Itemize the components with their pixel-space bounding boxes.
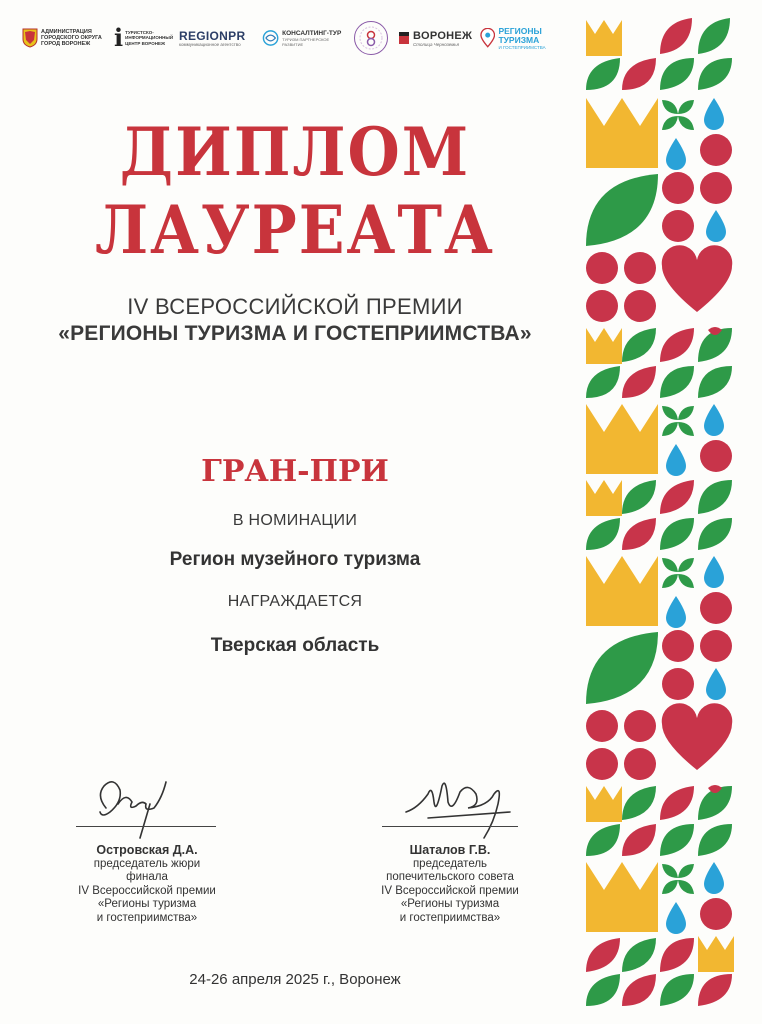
logo-admin-text: АДМИНИСТРАЦИЯ ГОРОДСКОГО ОКРУГА ГОРОД ВОРОНЕЖ xyxy=(41,28,102,48)
logo-regionpr-name: REGIONPR xyxy=(179,28,246,43)
decorative-ornament xyxy=(582,14,738,1008)
premium-line2: «РЕГИОНЫ ТУРИЗМА И ГОСТЕПРИИМСТВА» xyxy=(58,322,532,345)
round-seal-icon xyxy=(353,20,389,56)
logo-voronezh-sub: Столица Черноземья xyxy=(413,41,460,47)
signature-scribble-1 xyxy=(92,768,182,840)
info-i-icon: i xyxy=(114,23,124,52)
signature-block-2 xyxy=(340,844,560,925)
signer-2-role-line: попечительского совета xyxy=(386,871,514,883)
signer-2-role-line: председатель xyxy=(412,857,488,870)
signature-line-2 xyxy=(382,826,518,827)
recipient-name: Тверская область xyxy=(210,635,380,656)
logo-regions-tourism xyxy=(480,16,582,60)
logo-consulting-sub: ТУРИЗМ ПАРТНЕРСКОЕ РАЗВИТИЕ xyxy=(282,36,330,47)
signature-block-1 xyxy=(42,844,252,925)
diploma-title-line2: ЛАУРЕАТА xyxy=(95,192,495,270)
nomination-name: Регион музейного туризма xyxy=(169,549,421,570)
premium-line1: IV ВСЕРОССИЙСКОЙ ПРЕМИИ xyxy=(127,294,463,319)
swirl-icon xyxy=(262,29,279,47)
signature-scribble-2 xyxy=(398,772,518,842)
logo-regionpr xyxy=(179,16,259,60)
grand-prix-title: ГРАН-ПРИ xyxy=(201,454,389,489)
logo-round-seal xyxy=(352,16,390,60)
signer-1-role-line: «Регионы туризма xyxy=(97,898,197,910)
signature-line-1 xyxy=(76,826,216,827)
diploma-title-line1: ДИПЛОМ xyxy=(119,114,471,192)
logo-info-center xyxy=(114,16,174,60)
coat-of-arms-icon xyxy=(22,28,38,48)
signer-2-role-line: «Регионы туризма xyxy=(400,898,500,910)
logo-regionpr-sub: коммуникационное агентство xyxy=(179,41,241,47)
partner-logos xyxy=(22,16,582,60)
signer-2-name: Шаталов Г.В. xyxy=(409,843,491,857)
location-pin-icon xyxy=(480,28,495,48)
signer-2-role-line: IV Всероссийской премии xyxy=(381,884,519,897)
signer-1-role-line: председатель жюри xyxy=(93,857,201,870)
signer-1-name: Островская Д.А. xyxy=(96,843,198,857)
signer-2-role-line: и гостеприимства» xyxy=(399,911,501,924)
logo-regions-sub: И ГОСТЕПРИИМСТВА xyxy=(498,44,546,50)
logo-consulting-name: КОНСАЛТИНГ-ТУР xyxy=(282,29,342,37)
nomination-label: В НОМИНАЦИИ xyxy=(232,512,358,529)
signer-1-role-line: финала xyxy=(126,871,168,883)
signer-1-role-line: и гостеприимства» xyxy=(96,911,198,924)
logo-info-text: ТУРИСТСКО-ИНФОРМАЦИОННЫЙ ЦЕНТР ВОРОНЕЖ xyxy=(125,30,174,46)
logo-voronezh-name: ВОРОНЕЖ xyxy=(413,29,473,42)
logo-regions-name: РЕГИОНЫ ТУРИЗМА xyxy=(498,25,542,45)
logo-voronezh xyxy=(398,16,478,60)
voronezh-flag-icon xyxy=(398,29,410,47)
logo-consulting xyxy=(262,16,348,60)
awarded-label: НАГРАЖДАЕТСЯ xyxy=(227,593,363,610)
signer-1-role-line: IV Всероссийской премии xyxy=(78,884,216,897)
logo-admin xyxy=(22,16,108,60)
event-date-location: 24-26 апреля 2025 г., Воронеж xyxy=(189,971,401,988)
